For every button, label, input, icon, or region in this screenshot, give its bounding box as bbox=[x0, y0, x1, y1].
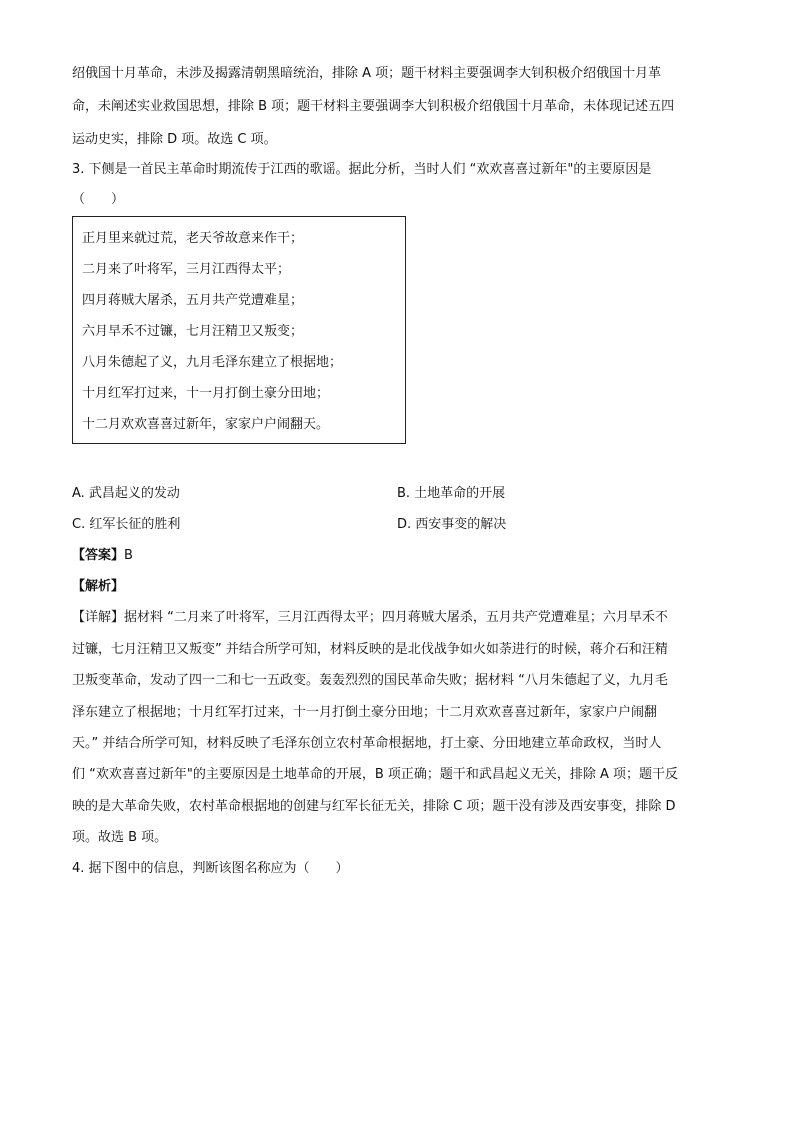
ballad-line-5: 八月朱德起了义，九月毛泽东建立了根据地； bbox=[82, 355, 343, 370]
option-b: B. 土地革命的开展 bbox=[397, 486, 506, 501]
option-c: C. 红军长征的胜利 bbox=[72, 517, 181, 532]
detail-line-2: 过镰，七月汪精卫又叛变” 并结合所学可知，材料反映的是北伐战争如火如荼进行的时候，蒋介石和汪精 bbox=[72, 642, 668, 657]
ballad-line-2: 二月来了叶将军，三月江西得太平； bbox=[82, 262, 291, 277]
answer-label: 【答案】 bbox=[72, 548, 125, 563]
detail-line-5: 天。” 并结合所学可知，材料反映了毛泽东创立农村革命根据地，打土豪、分田地建立革命政权，当时人 bbox=[72, 736, 662, 751]
prev-explanation-line-3: 运动史实，排除 D 项。故选 C 项。 bbox=[72, 132, 277, 147]
detail-line-1: 【详解】据材料 “二月来了叶将军，三月江西得太平；四月蒋贼大屠杀，五月共产党遭难星；六月早禾不 bbox=[72, 610, 668, 625]
ballad-line-4: 六月早禾不过镰，七月汪精卫又叛变； bbox=[82, 324, 304, 339]
answer-value: B bbox=[124, 548, 133, 563]
ballad-box bbox=[72, 216, 406, 444]
detail-line-7: 映的是大革命失败，农村革命根据地的创建与红军长征无关，排除 C 项；题干没有涉及西安事变，排除 D bbox=[72, 799, 676, 814]
option-d: D. 西安事变的解决 bbox=[397, 517, 507, 532]
ballad-line-1: 正月里来就过荒，老天爷故意来作干； bbox=[82, 231, 304, 246]
prev-explanation-line-2: 命，未阐述实业救国思想，排除 B 项；题干材料主要强调李大钊积极介绍俄国十月革命，未体现记述五四 bbox=[72, 99, 675, 114]
ballad-line-6: 十月红军打过来，十一月打倒土豪分田地； bbox=[82, 386, 330, 401]
detail-line-4: 泽东建立了根据地；十月红军打过来，十一月打倒土豪分田地；十二月欢欢喜喜过新年，家家户户闹翻 bbox=[72, 705, 658, 720]
detail-line-3: 卫叛变革命，发动了四一二和七一五政变。轰轰烈烈的国民革命失败；据材料 “八月朱德起了义，九月毛 bbox=[72, 673, 668, 688]
option-a: A. 武昌起义的发动 bbox=[72, 486, 180, 501]
detail-line-6: 们 “欢欢喜喜过新年"的主要原因是土地革命的开展，B 项正确；题干和武昌起义无关，排除 A 项；题干反 bbox=[72, 767, 679, 782]
question-3-stem: 3. 下侧是一首民主革命时期流传于江西的歌谣。据此分析，当时人们 “欢欢喜喜过新年"的主要原因是 bbox=[72, 162, 652, 177]
question-4-stem: 4. 据下图中的信息，判断该图名称应为（ ） bbox=[72, 861, 349, 876]
analysis-label: 【解析】 bbox=[72, 579, 125, 594]
ballad-line-7: 十二月欢欢喜喜过新年，家家户户闹翻天。 bbox=[82, 417, 330, 432]
detail-line-8: 项。故选 B 项。 bbox=[72, 830, 168, 845]
question-3-paren: （ ） bbox=[72, 192, 125, 207]
prev-explanation-line-1: 绍俄国十月革命，未涉及揭露清朝黑暗统治，排除 A 项；题干材料主要强调李大钊积极介绍俄国十月革 bbox=[72, 66, 662, 81]
ballad-line-3: 四月蒋贼大屠杀，五月共产党遭难星； bbox=[82, 293, 304, 308]
answer-line bbox=[72, 546, 732, 566]
